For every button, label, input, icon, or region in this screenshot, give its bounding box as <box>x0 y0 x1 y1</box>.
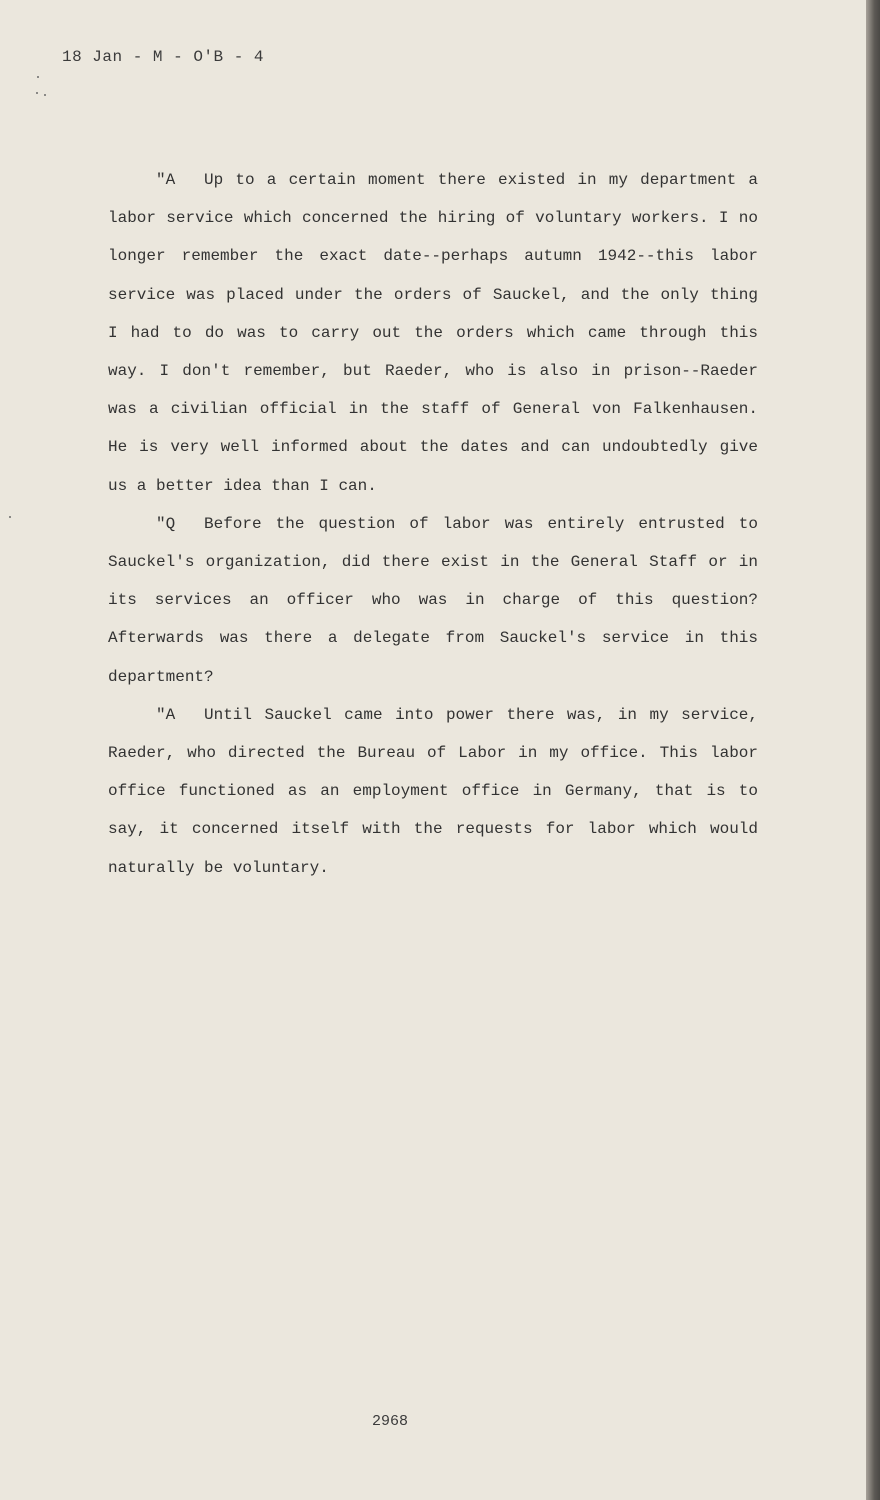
page-number: 2968 <box>371 1413 408 1430</box>
paper-speck <box>9 516 11 518</box>
transcript-body <box>108 161 758 887</box>
paper-speck <box>37 76 39 78</box>
paragraph-text: Up to a certain moment there existed in my department a labor service which concerned the hiring of voluntary workers. I no longer remember the exact date--perhaps autumn 1942--this labor service was placed under the orders of Sauckel, and the only thing I had to do was to carry out the orders which came through this way. I don't remember, but Raeder, who is also in prison--Raeder was a civilian official in the staff of General von Falkenhausen. He is very well informed about the dates and can undoubtedly give us a better idea than I can. <box>108 171 758 495</box>
document-reference: 18 Jan - M - O'B - 4 <box>62 48 265 66</box>
paragraph-text: Before the question of labor was entirely entrusted to Sauckel's organization, did there exist in the General Staff or in its services an officer who was in charge of this question? Afterwards was there a delegate from Sauckel's service in this department? <box>108 514 758 686</box>
testimony-paragraph-1 <box>108 161 758 505</box>
speaker-label: "Q <box>156 514 176 533</box>
page-edge <box>866 0 880 1500</box>
speaker-label: "A <box>156 171 176 189</box>
speaker-label: "A <box>156 705 176 724</box>
testimony-paragraph-3 <box>108 696 758 887</box>
testimony-paragraph-2 <box>108 505 758 696</box>
paper-speck <box>44 94 46 96</box>
paragraph-text: Until Sauckel came into power there was, in my service, Raeder, who directed the Bureau of Labor in my office. This labor office functioned as an employment office in Germany, that is to say, it concerned itself with the requests for labor which would naturally be voluntary. <box>108 705 758 877</box>
paper-speck <box>36 92 38 94</box>
